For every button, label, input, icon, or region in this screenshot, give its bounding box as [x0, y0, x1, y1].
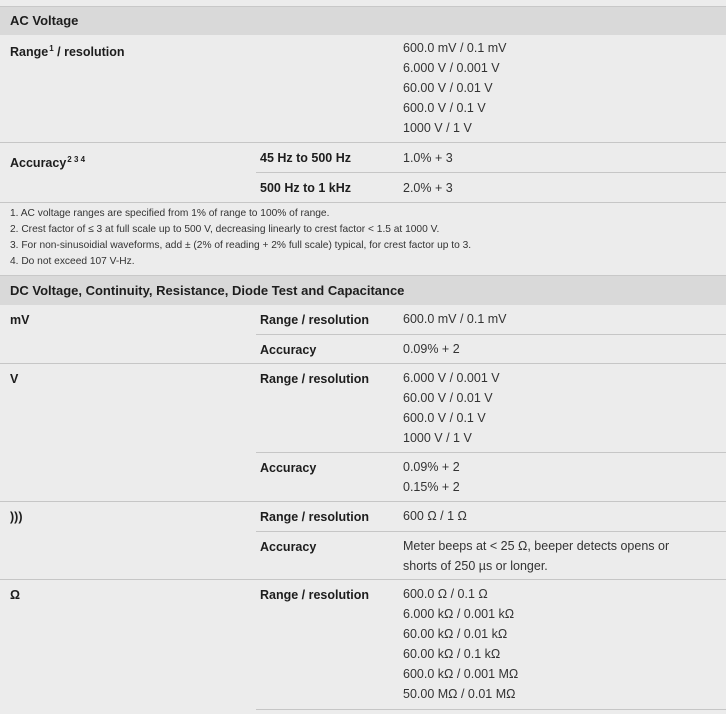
- footnote-ref: 1: [49, 44, 54, 53]
- row-divider: [256, 452, 726, 453]
- range-resolution-label: Range / resolution: [260, 588, 370, 602]
- ac-range-values: [403, 38, 507, 138]
- ac-range-value: 6.000 V / 0.001 V: [403, 61, 500, 75]
- acc-value: 2.0% + 3: [403, 181, 453, 195]
- v-accuracy-value: 0.09% + 2: [403, 460, 460, 474]
- row-divider: [0, 363, 726, 364]
- ac-range-value: 600.0 V / 0.1 V: [403, 101, 486, 115]
- section-heading-ac-voltage: [0, 6, 726, 35]
- continuity-accuracy-line: shorts of 250 µs or longer.: [403, 559, 548, 573]
- ac-range-value: 1000 V / 1 V: [403, 121, 472, 135]
- mv-accuracy-value: 0.09% + 2: [403, 342, 460, 356]
- accuracy-label: Accuracy: [260, 540, 317, 554]
- section-heading-dc: [0, 275, 726, 305]
- footnote: 1. AC voltage ranges are specified from 1% of range to 100% of range.: [10, 208, 330, 219]
- continuity-range-value: 600 Ω / 1 Ω: [403, 509, 467, 523]
- range-resolution-label: Range / resolution: [260, 372, 370, 386]
- v-accuracy-values: [403, 457, 460, 497]
- acc-frequency: 45 Hz to 500 Hz: [260, 151, 352, 165]
- section-title: DC Voltage, Continuity, Resistance, Diode Test and Capacitance: [10, 283, 405, 298]
- v-range-value: 600.0 V / 0.1 V: [403, 411, 486, 425]
- resistance-range-value: 60.00 kΩ / 0.1 kΩ: [403, 647, 501, 661]
- resistance-range-value: 600.0 kΩ / 0.001 MΩ: [403, 667, 519, 681]
- v-accuracy-value: 0.15% + 2: [403, 480, 460, 494]
- row-divider: [0, 579, 726, 580]
- resistance-range-value: 6.000 kΩ / 0.001 kΩ: [403, 607, 515, 621]
- row-label-resistance: Ω: [10, 588, 21, 602]
- row-divider: [256, 531, 726, 532]
- footnotes: [10, 206, 471, 270]
- row-divider: [0, 501, 726, 502]
- row-divider: [256, 172, 726, 173]
- continuity-accuracy-line: Meter beeps at < 25 Ω, beeper detects opens or: [403, 539, 670, 553]
- row-divider: [256, 709, 726, 710]
- row-divider: [0, 202, 726, 203]
- v-range-value: 6.000 V / 0.001 V: [403, 371, 500, 385]
- footnote-refs: 2 3 4: [67, 155, 86, 164]
- footnote: 3. For non-sinusoidial waveforms, add ± (2% of reading + 2% full scale) typical, for crest factor up to 3.: [10, 240, 472, 251]
- range-resolution-label: [10, 39, 125, 59]
- v-range-values: [403, 368, 500, 448]
- accuracy-label: Accuracy: [260, 461, 317, 475]
- v-range-value: 1000 V / 1 V: [403, 431, 472, 445]
- continuity-accuracy-values: [403, 536, 669, 576]
- acc-frequency: 500 Hz to 1 kHz: [260, 181, 352, 195]
- range-resolution-label: Range / resolution: [260, 510, 370, 524]
- section-title: AC Voltage: [10, 13, 79, 28]
- v-range-value: 60.00 V / 0.01 V: [403, 391, 493, 405]
- resolution-label: / resolution: [53, 45, 125, 59]
- ac-range-value: 600.0 mV / 0.1 mV: [403, 41, 507, 55]
- mv-range-value: 600.0 mV / 0.1 mV: [403, 312, 507, 326]
- row-divider: [0, 142, 726, 143]
- accuracy-label: Accuracy$^{2 3 4}$: [10, 155, 86, 170]
- acc-value: 1.0% + 3: [403, 151, 453, 165]
- range-resolution-label: Range / resolution: [260, 313, 370, 327]
- footnote: 2. Crest factor of ≤ 3 at full scale up to 500 V, decreasing linearly to crest factor < 1.5 at 1000 V.: [10, 224, 440, 235]
- row-label-continuity: ))): [10, 510, 23, 524]
- ac-range-value: 60.00 V / 0.01 V: [403, 81, 493, 95]
- row-divider: [256, 334, 726, 335]
- resistance-range-value: 600.0 Ω / 0.1 Ω: [403, 587, 488, 601]
- range-label: Range: [10, 45, 49, 59]
- row-label-v: V: [10, 372, 19, 386]
- footnote: 4. Do not exceed 107 V-Hz.: [10, 256, 135, 267]
- row-label-mv: mV: [10, 313, 30, 327]
- resistance-range-values: [403, 584, 518, 704]
- resistance-range-value: 50.00 MΩ / 0.01 MΩ: [403, 687, 516, 701]
- accuracy-label: Accuracy: [260, 343, 317, 357]
- resistance-range-value: 60.00 kΩ / 0.01 kΩ: [403, 627, 508, 641]
